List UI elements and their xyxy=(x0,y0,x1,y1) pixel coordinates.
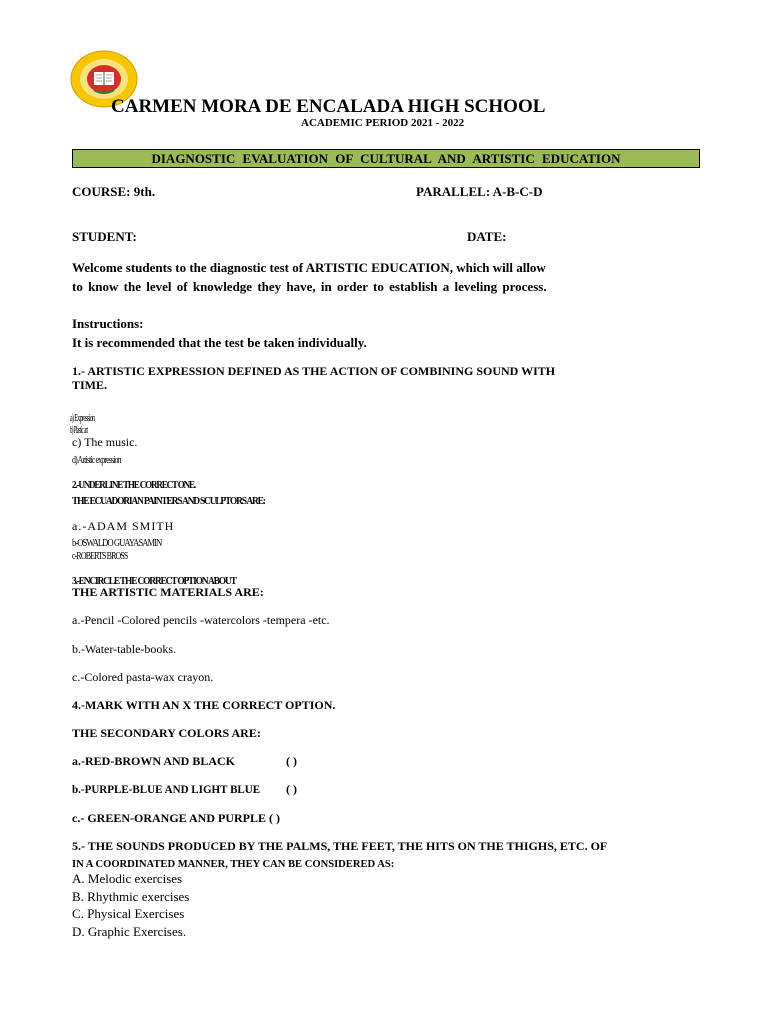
question-5-option-b: B. Rhythmic exercises xyxy=(72,889,190,904)
student-label: STUDENT: xyxy=(72,229,137,244)
question-1-option-b: b) Plastic art xyxy=(70,424,88,436)
instructions-heading: Instructions: xyxy=(72,316,144,331)
intro-line-1: Welcome students to the diagnostic test of ARTISTIC EDUCATION, which will allow xyxy=(72,260,546,275)
evaluation-title-banner: DIAGNOSTIC EVALUATION OF CULTURAL AND ARTISTIC EDUCATION xyxy=(72,149,700,168)
question-4-text: 4.-MARK WITH AN X THE CORRECT OPTION. xyxy=(72,698,336,712)
question-1-option-c: c) The music. xyxy=(72,435,138,449)
course-label: COURSE: 9th. xyxy=(72,184,156,199)
question-1-option-d: d) Artistic expression xyxy=(72,454,121,466)
question-2-option-a: a.-ADAM SMITH xyxy=(72,519,175,533)
question-3-option-c: c.-Colored pasta-wax crayon. xyxy=(72,670,214,684)
question-5-option-a: A. Melodic exercises xyxy=(72,871,183,886)
question-2-option-c: c-ROBERTS BROSS xyxy=(72,550,128,562)
question-4-text-cont: THE SECONDARY COLORS ARE: xyxy=(72,726,261,740)
academic-period: ACADEMIC PERIOD 2021 - 2022 xyxy=(301,117,465,129)
question-5-text-cont: IN A COORDINATED MANNER, THEY CAN BE CONSIDERED AS: xyxy=(72,858,395,870)
question-1-text: 1.- ARTISTIC EXPRESSION DEFINED AS THE ACTION OF COMBINING SOUND WITH xyxy=(72,364,556,378)
instructions-text: It is recommended that the test be taken individually. xyxy=(72,335,367,350)
question-3-text-cont: THE ARTISTIC MATERIALS ARE: xyxy=(72,585,264,599)
question-5-text: 5.- THE SOUNDS PRODUCED BY THE PALMS, THE FEET, THE HITS ON THE THIGHS, ETC. OF xyxy=(72,839,608,853)
question-4-option-b: b.-PURPLE-BLUE AND LIGHT BLUE xyxy=(72,782,261,796)
question-2-text: 2.-UNDERLINE THE CORRECT ONE. xyxy=(72,479,195,491)
question-4-option-a: a.-RED-BROWN AND BLACK xyxy=(72,754,236,768)
question-4-option-a-answer-box[interactable]: ( ) xyxy=(286,754,297,768)
question-2-option-b: b-OSWALDO GUAYASAMIN xyxy=(72,537,162,549)
parallel-label: PARALLEL: A-B-C-D xyxy=(416,184,543,199)
question-3-option-b: b.-Water-table-books. xyxy=(72,642,177,656)
question-1-option-a: a) Expression xyxy=(70,412,95,424)
school-name: CARMEN MORA DE ENCALADA HIGH SCHOOL xyxy=(111,96,546,117)
question-1-text-cont: TIME. xyxy=(72,378,108,392)
question-5-option-d: D. Graphic Exercises. xyxy=(72,924,187,939)
question-3-text: 3.-ENCIRCLE THE CORRECT OPTION ABOUT xyxy=(72,575,236,587)
date-label: DATE: xyxy=(467,229,507,244)
question-4-option-b-answer-box[interactable]: ( ) xyxy=(286,782,297,796)
question-2-text-cont: THE ECUADORIAN PAINTERS AND SCULPTORS ARE: xyxy=(72,495,265,507)
question-5-option-c: C. Physical Exercises xyxy=(72,906,185,921)
question-4-option-c: c.- GREEN-ORANGE AND PURPLE ( ) xyxy=(72,811,280,825)
question-3-option-a: a.-Pencil -Colored pencils -watercolors -tempera -etc. xyxy=(72,613,330,627)
intro-line-2: to know the level of knowledge they have, in order to establish a leveling process. xyxy=(72,279,547,294)
